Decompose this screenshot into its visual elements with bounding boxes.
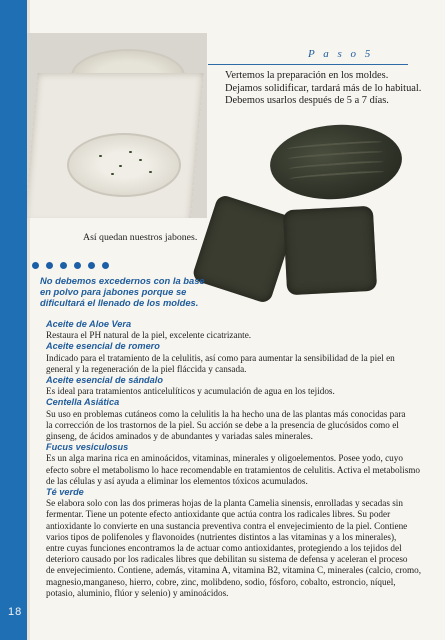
intro-line: Dejamos solidificar, tardará más de lo habitual. xyxy=(225,82,422,94)
section-text: potasio, aluminio, flúor y selenio) y aminoácidos. xyxy=(46,587,229,598)
section-text: de envejecimiento. Contiene, además, vitamina A, vitamina B2, vitamina C, minerales (calcio, cromo, xyxy=(46,565,422,576)
section-text: la corrección de los trastornos de la piel. Su acción se debe a la presencia de glucósidos como el xyxy=(46,419,399,430)
section-text: deterioro causado por los radicales libres que debilitan su sistema de defensa y aceleran el proceso xyxy=(46,554,408,565)
warning-line: dificultará el llenado de los moldes. xyxy=(40,297,199,309)
step-divider xyxy=(208,64,408,65)
section-heading-fucus: Fucus vesiculosus xyxy=(46,442,129,453)
intro-line: Vertemos la preparación en los moldes. xyxy=(225,70,389,81)
page-number: 18 xyxy=(8,606,23,618)
ingredients-section xyxy=(46,319,422,599)
section-heading-centella: Centella Asiática xyxy=(46,397,120,408)
intro-line: Debemos usarlos después de 5 a 7 días. xyxy=(225,95,389,106)
left-color-bar xyxy=(0,0,27,640)
section-text: antioxidante lo convierte en una sustancia preventiva contra el envejecimiento de la piel. Contiene xyxy=(46,520,408,531)
section-text: fermentar. Tiene un potente efecto antioxidante que actúa contra los radicales libres. Su poder xyxy=(46,509,391,520)
photo-square-soap-right xyxy=(283,206,377,296)
mold-cavity-bottom xyxy=(67,133,181,197)
warning-note xyxy=(40,275,215,309)
warning-line: No debemos excedernos con la base xyxy=(40,275,205,286)
section-text: Se elabora solo con las dos primeras hojas de la planta Camelia sinensis, enrolladas y secadas sin xyxy=(46,498,403,509)
section-heading-sandalo: Aceite esencial de sándalo xyxy=(46,375,163,386)
intro-text xyxy=(225,70,422,108)
section-text: Su uso en problemas cutáneos como la celulitis la ha hecho una de las plantas más conocidas para xyxy=(46,408,406,419)
section-text: de las células y así ayuda a eliminar los elementos tóxicos acumulados. xyxy=(46,475,308,486)
section-text: general y la regeneración de la piel fláccida y cansada. xyxy=(46,363,247,374)
photo-caption: Así quedan nuestros jabones. xyxy=(83,232,198,243)
section-text: entre cuyas funciones encontramos la de actuar como antioxidantes, protegiendo a los tejidos del xyxy=(46,543,402,554)
step-label: P a s o 5 xyxy=(308,48,374,60)
section-text: magnesio,manganeso, hierro, cobre, zinc, molibdeno, sodio, fósforo, cobalto, estroncio, níquel, xyxy=(46,576,396,587)
section-heading-aloe: Aceite de Aloe Vera xyxy=(46,319,132,329)
section-text: Restaura el PH natural de la piel, excelente cicatrizante. xyxy=(46,330,252,341)
section-text: Indicado para el tratamiento de la celulitis, así como para aumentar la sensibilidad de la piel en xyxy=(46,352,395,363)
section-text: varios tipos de polifenoles y flavonoides (nutrientes distintos a las vitaminas y a los minerales), xyxy=(46,531,397,542)
section-text: efecto sobre el metabolismo lo hace recomendable en tratamientos de celulitis. Activa el metabolismo xyxy=(46,464,421,475)
section-text: Es ideal para tratamientos anticelulíticos y acumulación de agua en los tejidos. xyxy=(46,386,335,397)
photo-soap-molds xyxy=(27,33,207,218)
section-text: Es un alga marina rica en aminoácidos, vitaminas, minerales y oligoelementos. Posee yodo, cuyo xyxy=(46,453,403,464)
photo-oval-soap xyxy=(268,120,405,203)
warning-line: en polvo para jabones porque se xyxy=(40,286,187,298)
section-heading-romero: Aceite esencial de romero xyxy=(46,341,160,352)
section-text: ginseng, de ácidos aminados y de abundantes y variadas sales minerales. xyxy=(46,431,313,442)
decorative-dots xyxy=(32,256,116,274)
section-heading-te-verde: Té verde xyxy=(46,487,84,498)
